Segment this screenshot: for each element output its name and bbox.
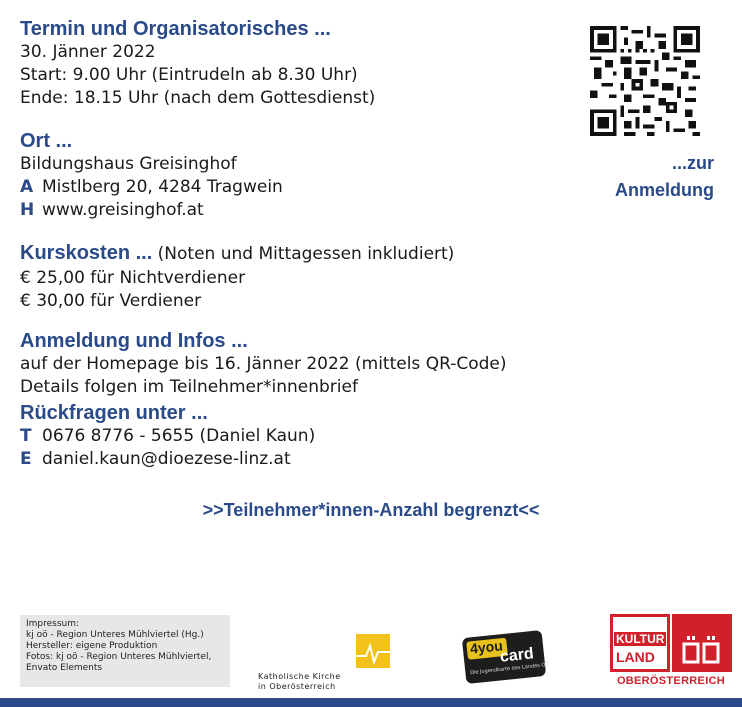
4you-small-text: Die Jugendkarte des Landes OÖ (469, 661, 550, 677)
section-termin (20, 18, 375, 110)
anmeldung-line1: auf der Homepage bis 16. Jänner 2022 (mittels QR-Code) (20, 354, 507, 374)
imprint-line4: Envato Elements (26, 663, 103, 673)
qr-link-label (615, 150, 714, 204)
imprint-line3: Fotos: kj oö - Region Unteres Mühlviertel, (26, 652, 212, 662)
qr-link-line2: Anmeldung (615, 180, 714, 200)
termin-heading: Termin und Organisatorisches ... (20, 18, 331, 40)
rueckfragen-heading: Rückfragen unter ... (20, 402, 208, 424)
kk-line2: in Oberösterreich (258, 682, 336, 691)
kulturland-logo (610, 614, 732, 690)
kk-emblem-icon (354, 632, 394, 672)
oberoesterreich-word: OBERÖSTERREICH (616, 675, 726, 687)
phone-letter: T (20, 426, 32, 446)
anmeldung-line2: Details folgen im Teilnehmer*innenbrief (20, 377, 358, 397)
email-letter: E (20, 449, 32, 469)
kultur-word: KULTUR (616, 632, 665, 646)
participant-limit-note: >>Teilnehmer*innen-Anzahl begrenzt<< (202, 500, 540, 520)
web-letter: H (20, 200, 35, 220)
card-text: card (499, 645, 535, 666)
section-anmeldung (20, 330, 506, 399)
land-word: LAND (616, 649, 655, 665)
ort-address: Mistlberg 20, 4284 Tragwein (42, 177, 283, 197)
ort-web-row (20, 199, 283, 222)
termin-end: Ende: 18.15 Uhr (nach dem Gottesdienst) (20, 88, 376, 108)
kk-label (258, 672, 341, 692)
email-row (20, 448, 315, 471)
kk-line1: Katholische Kirche (258, 672, 341, 681)
katholische-kirche-logo (258, 632, 398, 692)
4youcard-logo (460, 628, 548, 686)
section-rueckfragen (20, 402, 315, 471)
ort-web-link[interactable]: www.greisinghof.at (42, 200, 204, 220)
qr-code-image[interactable] (587, 26, 703, 136)
section-ort (20, 130, 283, 222)
ort-heading: Ort ... (20, 130, 73, 152)
kosten-heading-row (20, 241, 454, 267)
section-kosten (20, 241, 454, 313)
imprint-line1: kj oö - Region Unteres Mühlviertel (Hg.) (26, 630, 204, 640)
ort-address-row (20, 176, 283, 199)
termin-date: 30. Jänner 2022 (20, 42, 156, 62)
anmeldung-heading: Anmeldung und Infos ... (20, 330, 248, 352)
phone-number[interactable]: 0676 8776 - 5655 (Daniel Kaun) (42, 426, 316, 446)
ort-name: Bildungshaus Greisinghof (20, 154, 237, 174)
4you-text: 4you (469, 637, 504, 657)
address-letter: A (20, 177, 34, 197)
imprint-title: Impressum: (26, 619, 80, 629)
oe-glyph-icon (682, 636, 722, 666)
imprint-box (20, 615, 230, 687)
kosten-heading: Kurskosten ... (20, 242, 153, 264)
qr-link-line1: ...zur (671, 153, 714, 173)
termin-start: Start: 9.00 Uhr (Eintrudeln ab 8.30 Uhr) (20, 65, 358, 85)
kosten-price1: € 25,00 für Nichtverdiener (20, 268, 246, 288)
email-link[interactable]: daniel.kaun@dioezese-linz.at (42, 449, 291, 469)
bottom-bar (0, 698, 742, 707)
kosten-price2: € 30,00 für Verdiener (20, 291, 202, 311)
imprint-line2: Hersteller: eigene Produktion (26, 641, 158, 651)
phone-row (20, 425, 315, 448)
kosten-note: (Noten und Mittagessen inkludiert) (157, 244, 455, 264)
